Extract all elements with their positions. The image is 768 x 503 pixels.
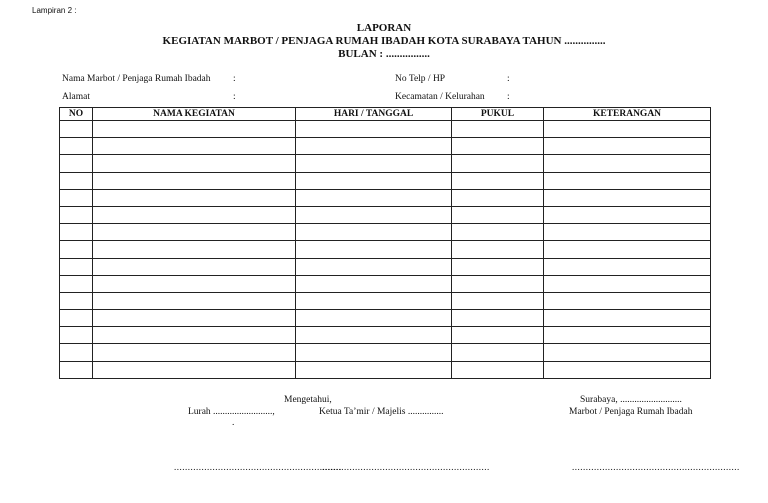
table-cell[interactable] [452, 258, 544, 275]
table-row [60, 241, 711, 258]
header-notes: KETERANGAN [544, 108, 711, 121]
table-cell[interactable] [544, 344, 711, 361]
table-cell[interactable] [296, 121, 452, 138]
name-colon: : [233, 74, 236, 84]
table-cell[interactable] [296, 189, 452, 206]
table-cell[interactable] [452, 138, 544, 155]
table-cell[interactable] [93, 224, 296, 241]
address-label: Alamat [62, 92, 90, 102]
table-cell[interactable] [60, 258, 93, 275]
signature-line-lurah: ............................................................. [174, 462, 342, 472]
marbot-signature-label: Marbot / Penjaga Rumah Ibadah [569, 407, 693, 417]
table-row [60, 310, 711, 327]
table-cell[interactable] [544, 121, 711, 138]
table-cell[interactable] [93, 361, 296, 378]
table-cell[interactable] [296, 138, 452, 155]
table-cell[interactable] [93, 327, 296, 344]
table-cell[interactable] [296, 344, 452, 361]
table-cell[interactable] [60, 172, 93, 189]
table-cell[interactable] [452, 155, 544, 172]
table-cell[interactable] [93, 172, 296, 189]
acknowledged-label: Mengetahui, [284, 395, 332, 405]
table-row [60, 155, 711, 172]
report-subtitle: KEGIATAN MARBOT / PENJAGA RUMAH IBADAH KOTA SURABAYA TAHUN ............... [162, 35, 606, 47]
table-cell[interactable] [60, 275, 93, 292]
table-cell[interactable] [544, 189, 711, 206]
table-cell[interactable] [93, 275, 296, 292]
phone-label: No Telp / HP [395, 74, 446, 84]
stray-dot: . [232, 418, 235, 428]
attachment-label: Lampiran 2 : [32, 6, 77, 15]
table-row [60, 224, 711, 241]
table-cell[interactable] [544, 292, 711, 309]
table-cell[interactable] [93, 206, 296, 223]
report-title: LAPORAN [356, 22, 412, 34]
table-row [60, 344, 711, 361]
table-cell[interactable] [452, 206, 544, 223]
table-cell[interactable] [544, 224, 711, 241]
table-cell[interactable] [296, 241, 452, 258]
table-cell[interactable] [296, 275, 452, 292]
table-cell[interactable] [296, 155, 452, 172]
table-cell[interactable] [296, 206, 452, 223]
mosque-head-label: Ketua Ta’mir / Majelis ............... [319, 407, 444, 417]
header-time: PUKUL [452, 108, 544, 121]
table-cell[interactable] [296, 292, 452, 309]
table-row [60, 327, 711, 344]
table-header-row [60, 108, 711, 121]
lurah-label: Lurah ........................., [188, 407, 275, 417]
table-row [60, 206, 711, 223]
table-cell[interactable] [452, 275, 544, 292]
table-cell[interactable] [93, 138, 296, 155]
signature-line-marbot: ............................................................. [572, 462, 740, 472]
table-cell[interactable] [452, 224, 544, 241]
table-cell[interactable] [93, 241, 296, 258]
table-cell[interactable] [60, 206, 93, 223]
table-cell[interactable] [544, 310, 711, 327]
table-cell[interactable] [544, 241, 711, 258]
table-cell[interactable] [452, 361, 544, 378]
table-cell[interactable] [544, 138, 711, 155]
table-cell[interactable] [544, 206, 711, 223]
table-cell[interactable] [296, 172, 452, 189]
table-cell[interactable] [544, 327, 711, 344]
table-row [60, 258, 711, 275]
table-cell[interactable] [296, 361, 452, 378]
table-row [60, 361, 711, 378]
table-cell[interactable] [60, 241, 93, 258]
table-cell[interactable] [544, 155, 711, 172]
table-cell[interactable] [60, 155, 93, 172]
report-month: BULAN : ................ [338, 48, 430, 60]
phone-colon: : [507, 74, 510, 84]
table-cell[interactable] [60, 310, 93, 327]
table-cell[interactable] [296, 224, 452, 241]
table-row [60, 275, 711, 292]
table-row [60, 172, 711, 189]
table-cell[interactable] [452, 344, 544, 361]
table-cell[interactable] [452, 310, 544, 327]
table-cell[interactable] [544, 361, 711, 378]
table-cell[interactable] [60, 327, 93, 344]
table-cell[interactable] [60, 292, 93, 309]
table-cell[interactable] [60, 344, 93, 361]
district-colon: : [507, 92, 510, 102]
table-cell[interactable] [60, 138, 93, 155]
table-cell[interactable] [296, 310, 452, 327]
header-no: NO [60, 108, 93, 121]
name-label: Nama Marbot / Penjaga Rumah Ibadah [62, 74, 211, 84]
table-row [60, 189, 711, 206]
table-cell[interactable] [60, 361, 93, 378]
table-cell[interactable] [452, 172, 544, 189]
table-cell[interactable] [93, 121, 296, 138]
table-cell[interactable] [452, 121, 544, 138]
activity-table [59, 107, 711, 379]
district-label: Kecamatan / Kelurahan [395, 92, 485, 102]
table-row [60, 121, 711, 138]
header-activity-name: NAMA KEGIATAN [93, 108, 296, 121]
header-day-date: HARI / TANGGAL [296, 108, 452, 121]
table-row [60, 292, 711, 309]
table-cell[interactable] [60, 224, 93, 241]
table-cell[interactable] [452, 189, 544, 206]
table-cell[interactable] [93, 155, 296, 172]
table-cell[interactable] [93, 258, 296, 275]
table-cell[interactable] [296, 327, 452, 344]
signature-line-ketua: ............................................................. [322, 462, 490, 472]
table-cell[interactable] [452, 327, 544, 344]
table-cell[interactable] [452, 241, 544, 258]
table-cell[interactable] [93, 310, 296, 327]
table-cell[interactable] [60, 189, 93, 206]
table-row [60, 138, 711, 155]
table-cell[interactable] [544, 275, 711, 292]
table-cell[interactable] [544, 172, 711, 189]
table-cell[interactable] [93, 344, 296, 361]
table-cell[interactable] [544, 258, 711, 275]
table-cell[interactable] [93, 292, 296, 309]
address-colon: : [233, 92, 236, 102]
table-cell[interactable] [93, 189, 296, 206]
place-date-label: Surabaya, .......................... [580, 395, 682, 405]
table-cell[interactable] [296, 258, 452, 275]
table-cell[interactable] [60, 121, 93, 138]
table-cell[interactable] [452, 292, 544, 309]
